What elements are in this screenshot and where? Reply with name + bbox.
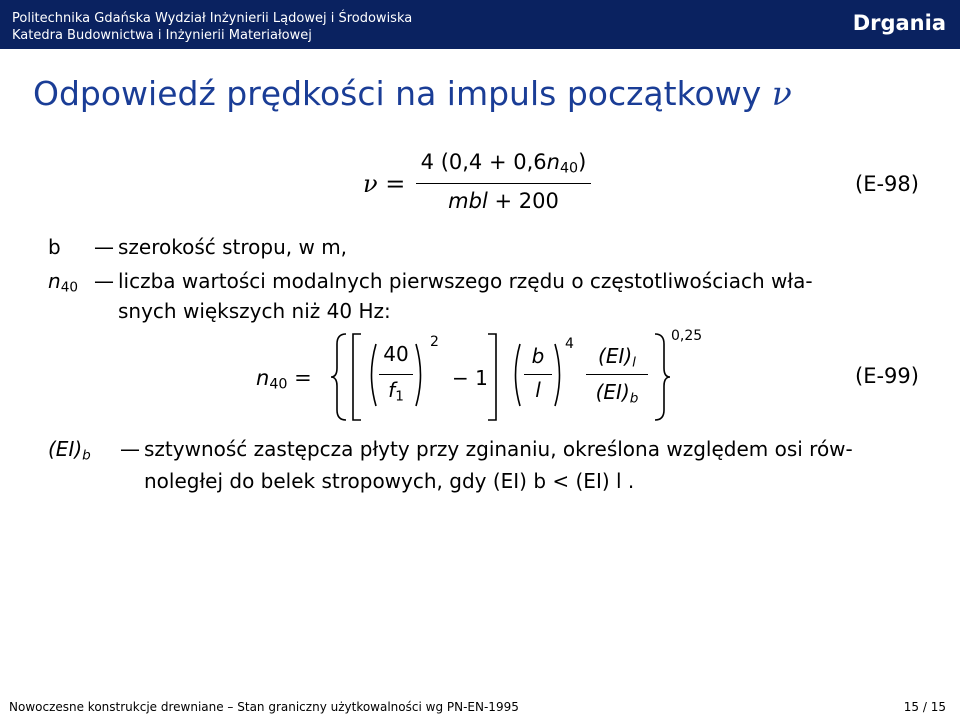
eq99-left-paren-2 <box>509 342 523 408</box>
eq98-numerator: 4 $(0,4 + 0,6n_{40})$ <box>420 150 587 177</box>
eq99-right-paren <box>413 342 427 408</box>
eq99-f-numerator: 40 <box>383 342 409 366</box>
definition-symbol: $n_{40}$ <box>48 269 78 296</box>
eq98-lhs: ν = <box>363 170 406 198</box>
eq99-minus-one: − 1 <box>452 366 488 390</box>
eq99-left-paren <box>365 342 379 408</box>
footer-title: Nowoczesne konstrukcje drewniane – Stan graniczny użytkowalności wg PN-EN-1995 <box>9 700 519 714</box>
definition-dash: — <box>94 269 114 293</box>
definition-dash: — <box>120 437 140 461</box>
slide-footer <box>0 696 960 718</box>
definition-symbol: b <box>48 235 61 259</box>
definition-dash: — <box>94 235 114 259</box>
eq98-tag: (E-98) <box>855 172 919 196</box>
eq99-right-paren-2 <box>552 342 566 408</box>
eq98-denominator: mbl + 200 <box>448 189 559 213</box>
slide-header <box>0 0 960 49</box>
eq99-left-brace <box>328 332 350 422</box>
definition-symbol: $(EI)_b$ <box>48 437 91 464</box>
eq99-ei-numerator: $(EI)_l$ <box>598 344 636 371</box>
eq99-ei-denominator: $(EI)_b$ <box>595 380 639 407</box>
slide-title-symbol: ν <box>771 74 792 113</box>
eq99-f-bar <box>379 374 413 375</box>
eq99-ei-bar <box>586 374 648 375</box>
eq99-exponent-4: 4 <box>565 336 574 352</box>
eq99-f-denominator: $f_1$ <box>388 378 404 405</box>
eq99-bl-denominator: l <box>535 378 541 402</box>
definition-text-line1: liczba wartości modalnych pierwszego rzędu o częstotliwościach wła- <box>118 269 813 293</box>
slide-title <box>33 74 792 113</box>
eq98-fraction-bar <box>416 183 591 184</box>
definition-text-line2: noległej do belek stropowych, gdy (EI) b < (EI) l . <box>144 469 635 493</box>
definition-text: szerokość stropu, w m, <box>118 235 348 259</box>
eq99-lhs: $n_{40}$ = <box>256 366 312 393</box>
equation-e99 <box>256 330 716 430</box>
page-number: 15 / 15 <box>903 700 946 714</box>
eq99-left-bracket <box>349 332 363 422</box>
definition-text-line2: snych większych niż 40 Hz: <box>118 299 391 323</box>
eq99-right-bracket <box>486 332 500 422</box>
eq99-tag: (E-99) <box>855 364 919 388</box>
short-title: Drgania <box>852 11 946 35</box>
institution-line-2: Katedra Budownictwa i Inżynierii Materiałowej <box>12 28 312 43</box>
eq99-exponent-2: 2 <box>430 334 439 350</box>
eq99-right-brace <box>651 332 673 422</box>
eq99-bl-bar <box>524 374 552 375</box>
institution-line-1: Politechnika Gdańska Wydział Inżynierii Lądowej i Środowiska <box>12 11 413 26</box>
eq99-bl-numerator: b <box>531 344 545 368</box>
slide-title-text: Odpowiedź prędkości na impuls początkowy <box>33 74 762 113</box>
definition-text-line1: sztywność zastępcza płyty przy zginaniu, określona względem osi rów- <box>144 437 853 461</box>
eq99-outer-exponent: 0,25 <box>671 328 703 344</box>
